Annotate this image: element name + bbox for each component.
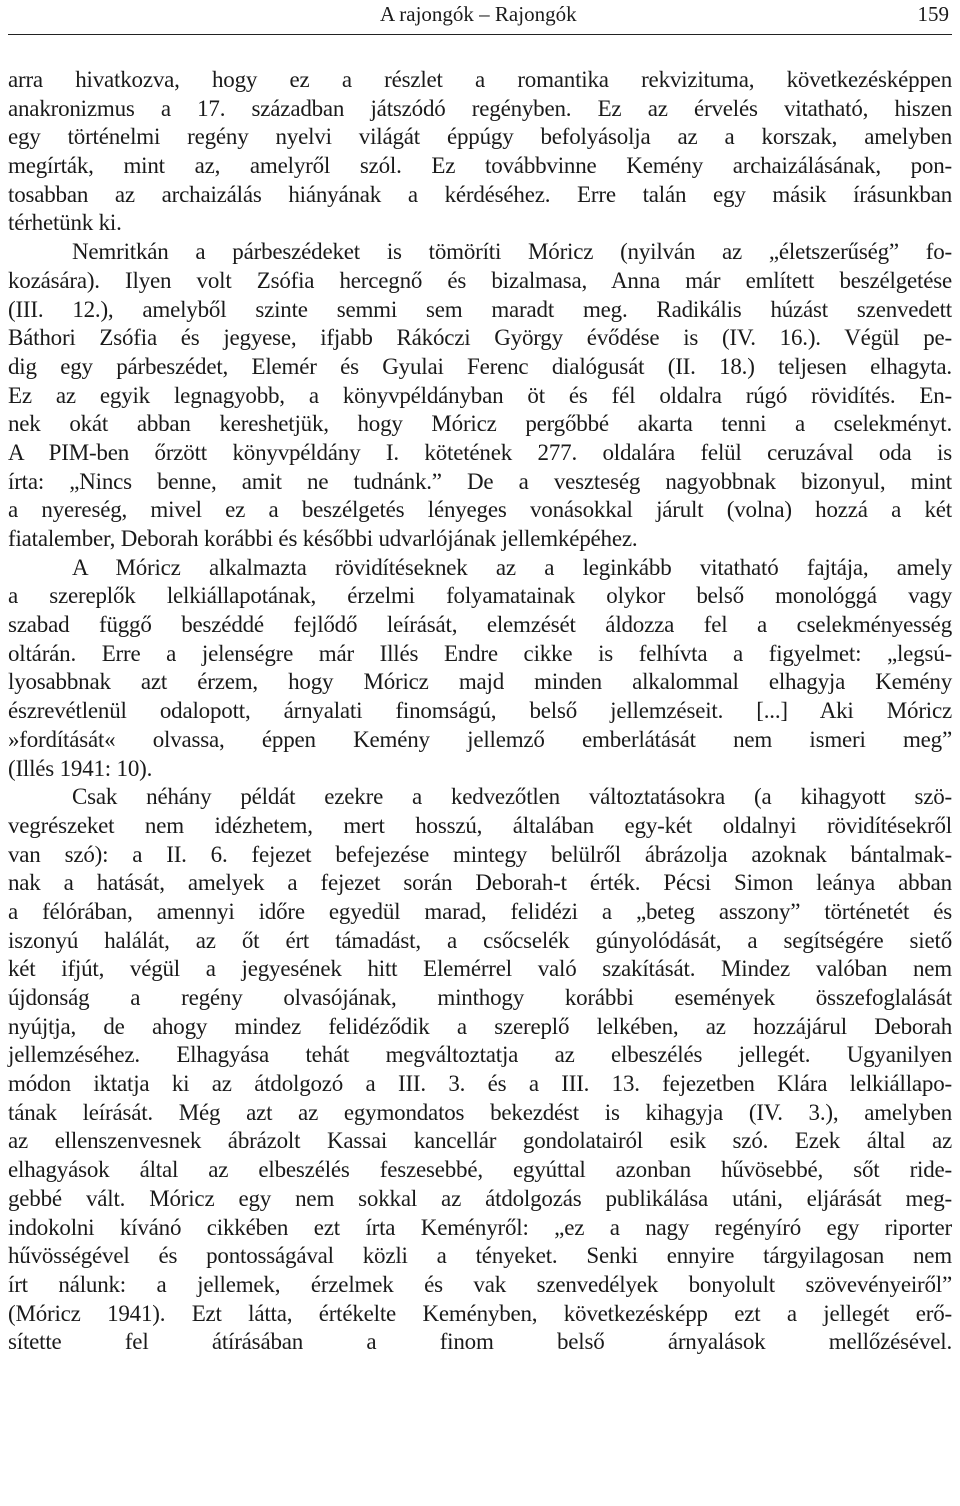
text-line: elhagyások által az elbeszélés feszesebbé, egyúttal azonban hűvösebbé, sőt ride- — [8, 1157, 952, 1183]
text-line: (Móricz 1941). Ezt látta, értékelte Keményben, következésképp ezt a jellegét erő- — [8, 1300, 952, 1326]
text-line: lyosabbnak azt érzem, hogy Móricz majd minden alkalommal elhagyja Kemény — [8, 669, 952, 695]
text-line: anakronizmus a 17. században játszódó regényben. Ez az érvelés vitatható, hiszen — [8, 95, 952, 121]
text-line: (Illés 1941: 10). — [8, 755, 153, 781]
page-number: 159 — [917, 2, 949, 26]
text-line: A PIM-ben őrzött könyvpéldány I. kötetének 277. oldalára felül ceruzával oda is — [8, 439, 952, 465]
text-line: tosabban az archaizálás hiányának a kérdéséhez. Erre talán egy másik írásunkban — [8, 181, 952, 207]
text-line: hűvösségével és pontosságával közli a tényeket. Senki ennyire tárgyilagosan nem — [8, 1243, 952, 1269]
text-line: újdonság a regény olvasójának, minthogy korábbi események összefoglalását — [8, 985, 952, 1010]
text-line: két ifjút, végül a jegyesének hitt Elemérrel való szakítását. Mindez valóban nem — [8, 956, 952, 982]
text-line: arra hivatkozva, hogy ez a részlet a romantika rekvizituma, következésképpen — [8, 67, 952, 92]
text-line: nyújtja, de ahogy mindez felidéződik a szereplő lelkében, az hozzájárul Deborah — [8, 1013, 952, 1039]
text-line: térhetünk ki. — [8, 210, 122, 236]
text-line: Ez az egyik legnagyobb, a könyvpéldányban öt és fél oldalra rúgó rövidítés. En- — [8, 382, 952, 408]
text-line: az ellenszenvesnek ábrázolt Kassai kancellár gondolatairól esik szó. Ezek által az — [8, 1128, 952, 1154]
text-line: írta: „Nincs benne, amit ne tudnánk.” De a veszteség nagyobbnak bizonyul, mint — [8, 468, 952, 494]
text-line: dig egy párbeszédet, Elemér és Gyulai Ferenc dialógusát (II. 18.) teljesen elhagyta. — [8, 353, 952, 379]
text-line: módon iktatja ki az átdolgozó a III. 3. és a III. 13. fejezetben Klára lelkiállapo- — [8, 1071, 952, 1097]
text-line: indokolni kívánó cikkében ezt írta Keményről: „ez a nagy regényíró egy riporter — [8, 1214, 952, 1240]
text-line: a szereplők lelkiállapotának, érzelmi folyamatainak olykor belső monológgá vagy — [8, 583, 952, 609]
text-line: Csak néhány példát ezekre a kedvezőtlen változtatásokra (a kihagyott szö- — [72, 784, 952, 810]
text-line: szabad függő beszéddé fejlődő leírását, elemzését áldozza fel a cselekményesség — [8, 612, 952, 638]
text-line: a nyereség, mivel ez a beszélgetés lényeges vonásokkal járult (volna) hozzá a két — [8, 497, 952, 523]
text-line: írt nálunk: a jellemek, érzelmek és vak szenvedélyek bonyolult szövevényeiről” — [8, 1271, 952, 1297]
text-line: jellemzéséhez. Elhagyása tehát megváltoztatja az elbeszélés jellegét. Ugyanilyen — [8, 1042, 952, 1068]
body-text — [8, 66, 952, 1386]
text-line: vegrészeket nem idézhetem, mert hosszú, általában egy-két oldalnyi rövidítésekről — [8, 812, 952, 838]
text-line: Nemritkán a párbeszédeket is tömöríti Móricz (nyilván az „életszerűség” fo- — [72, 239, 952, 265]
text-line: iszonyú halálát, az őt ért támadást, a csőcselék gúnyolódását, a segítségére siető — [8, 927, 952, 953]
text-line: tának leírását. Még azt az egymondatos bekezdést is kihagyja (IV. 3.), amelyben — [8, 1099, 952, 1125]
running-header — [8, 0, 952, 35]
text-line: Báthori Zsófia és jegyese, ifjabb Rákóczi György évődése is (IV. 16.). Végül pe- — [8, 325, 952, 351]
text-line: megírták, mint az, amelyről szól. Ez továbbvinne Kemény archaizálásának, pon- — [8, 153, 952, 179]
text-line: A Móricz alkalmazta rövidítéseknek az a leginkább vitatható fajtája, amely — [72, 554, 952, 580]
text-line: a félórában, amennyi időre egyedül marad, felidézi a „beteg asszony” történetét és — [8, 898, 952, 924]
text-line — [8, 1357, 952, 1386]
text-line: egy történelmi regény nyelvi világát éppúgy befolyásolja az a korszak, amelyben — [8, 124, 952, 150]
text-line: (III. 12.), amelyből szinte semmi sem maradt meg. Radikális húzást szenvedett — [8, 296, 952, 322]
text-line: nek okát abban kereshetjük, hogy Móricz pergőbbé akarta tenni a cselekményt. — [8, 411, 952, 437]
text-line: észrevétlenül odalopott, árnyalati finomságú, belső jellemzéseit. [...] Aki Móricz — [8, 698, 952, 724]
text-line: kozására). Ilyen volt Zsófia hercegnő és bizalmasa, Anna már említett beszélgetése — [8, 267, 952, 293]
text-line: nak a hatását, amelyek a fejezet során Deborah-t érték. Pécsi Simon leánya abban — [8, 870, 952, 896]
text-line: sítette fel átírásában a finom belső árnyalások mellőzésével. — [8, 1329, 952, 1355]
text-line: van szó): a II. 6. fejezet befejezése mintegy belülről ábrázolja azoknak bántalmak- — [8, 841, 952, 867]
text-line: oltárán. Erre a jelenségre már Illés Endre cikke is felhívta a figyelmet: „legsú- — [8, 640, 952, 666]
text-line: gebbé vált. Móricz egy nem sokkal az átdolgozás publikálása utáni, eljárását meg- — [8, 1185, 952, 1211]
text-line: fiatalember, Deborah korábbi és későbbi udvarlójának jellemképéhez. — [8, 526, 638, 551]
running-title: A rajongók – Rajongók — [380, 2, 577, 26]
text-line: »fordítását« olvassa, éppen Kemény jellemző emberlátását nem ismeri meg” — [8, 726, 952, 752]
